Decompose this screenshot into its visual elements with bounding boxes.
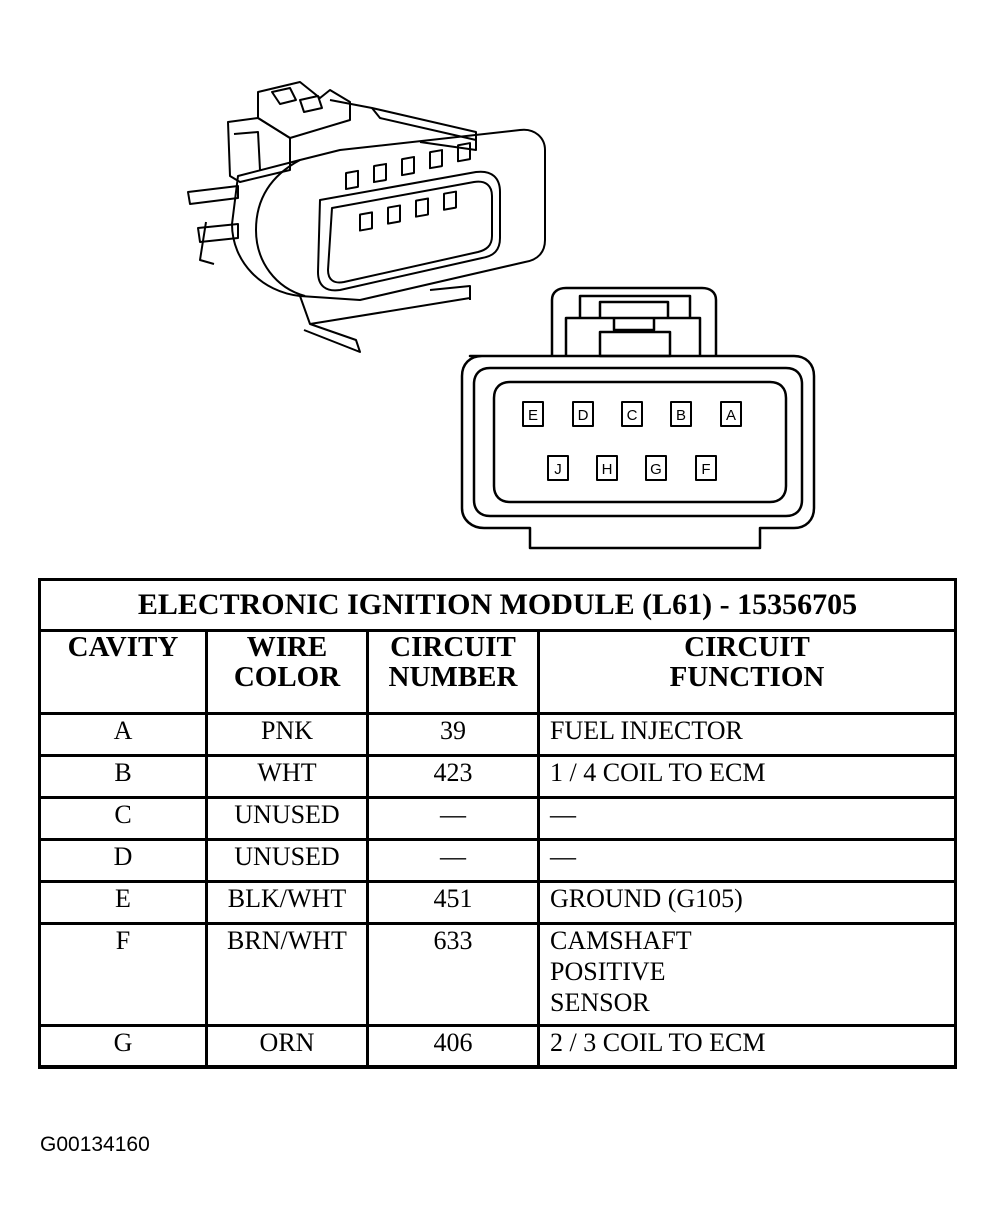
connector-face-view xyxy=(462,288,814,548)
cell-circuit-number: — xyxy=(369,841,540,883)
table-row xyxy=(41,715,954,757)
table-row xyxy=(41,925,954,1027)
cell-wire-color: PNK xyxy=(208,715,369,757)
cell-circuit-number: 39 xyxy=(369,715,540,757)
cell-circuit-function: — xyxy=(540,799,954,841)
cell-wire-color: ORN xyxy=(208,1027,369,1065)
pin-label-e: E xyxy=(527,407,539,424)
cell-circuit-function-line: CAMSHAFT xyxy=(550,926,692,955)
table-row xyxy=(41,799,954,841)
pin-label-f: F xyxy=(701,461,711,478)
connector-isometric-view xyxy=(188,82,545,352)
cell-wire-color: UNUSED xyxy=(208,841,369,883)
table-row xyxy=(41,841,954,883)
cell-circuit-function-line: POSITIVE xyxy=(550,957,666,986)
cell-circuit-number: 406 xyxy=(369,1027,540,1065)
pin-label-a: A xyxy=(725,407,737,424)
cell-circuit-function: — xyxy=(540,841,954,883)
cell-circuit-function-line: SENSOR xyxy=(550,988,650,1017)
table-row xyxy=(41,1027,954,1065)
header-cavity: CAVITY xyxy=(41,632,208,715)
cell-cavity: E xyxy=(41,883,208,925)
cell-circuit-number: — xyxy=(369,799,540,841)
header-circuit-number xyxy=(369,632,540,715)
figure-id: G00134160 xyxy=(40,1133,150,1156)
cell-wire-color: BRN/WHT xyxy=(208,925,369,1027)
header-wire-color-text: WIRE COLOR xyxy=(233,631,341,693)
pin-label-h: H xyxy=(601,461,613,478)
pin-label-b: B xyxy=(675,407,687,424)
cell-circuit-number: 451 xyxy=(369,883,540,925)
table-row xyxy=(41,757,954,799)
cell-circuit-function: GROUND (G105) xyxy=(540,883,954,925)
cell-cavity: F xyxy=(41,925,208,1027)
cell-cavity: D xyxy=(41,841,208,883)
pin-label-j: J xyxy=(554,461,562,478)
header-circuit-number-text: CIRCUIT NUMBER xyxy=(388,631,518,693)
cell-cavity: G xyxy=(41,1027,208,1065)
cell-circuit-function: 1 / 4 COIL TO ECM xyxy=(540,757,954,799)
cell-circuit-function: 2 / 3 COIL TO ECM xyxy=(550,1028,766,1057)
cell-circuit-function: FUEL INJECTOR xyxy=(540,715,954,757)
table-row xyxy=(41,883,954,925)
table-title: ELECTRONIC IGNITION MODULE (L61) - 15356705 xyxy=(41,581,954,632)
pinout-table xyxy=(38,578,957,1069)
cell-cavity: B xyxy=(41,757,208,799)
cell-wire-color: BLK/WHT xyxy=(208,883,369,925)
pin-label-d: D xyxy=(577,407,589,424)
cell-circuit-number: 423 xyxy=(369,757,540,799)
table-header-row xyxy=(41,632,954,715)
cell-cavity: A xyxy=(41,715,208,757)
cell-circuit-number: 633 xyxy=(369,925,540,1027)
cell-circuit-function xyxy=(540,925,954,1027)
header-wire-color xyxy=(208,632,369,715)
header-circuit-function-text: CIRCUIT FUNCTION xyxy=(669,631,825,693)
pin-label-g: G xyxy=(650,461,662,478)
cell-cavity: C xyxy=(41,799,208,841)
pin-label-c: C xyxy=(626,407,638,424)
cell-wire-color: UNUSED xyxy=(208,799,369,841)
header-circuit-function xyxy=(540,632,954,715)
cell-wire-color: WHT xyxy=(208,757,369,799)
connector-illustration xyxy=(0,0,995,570)
